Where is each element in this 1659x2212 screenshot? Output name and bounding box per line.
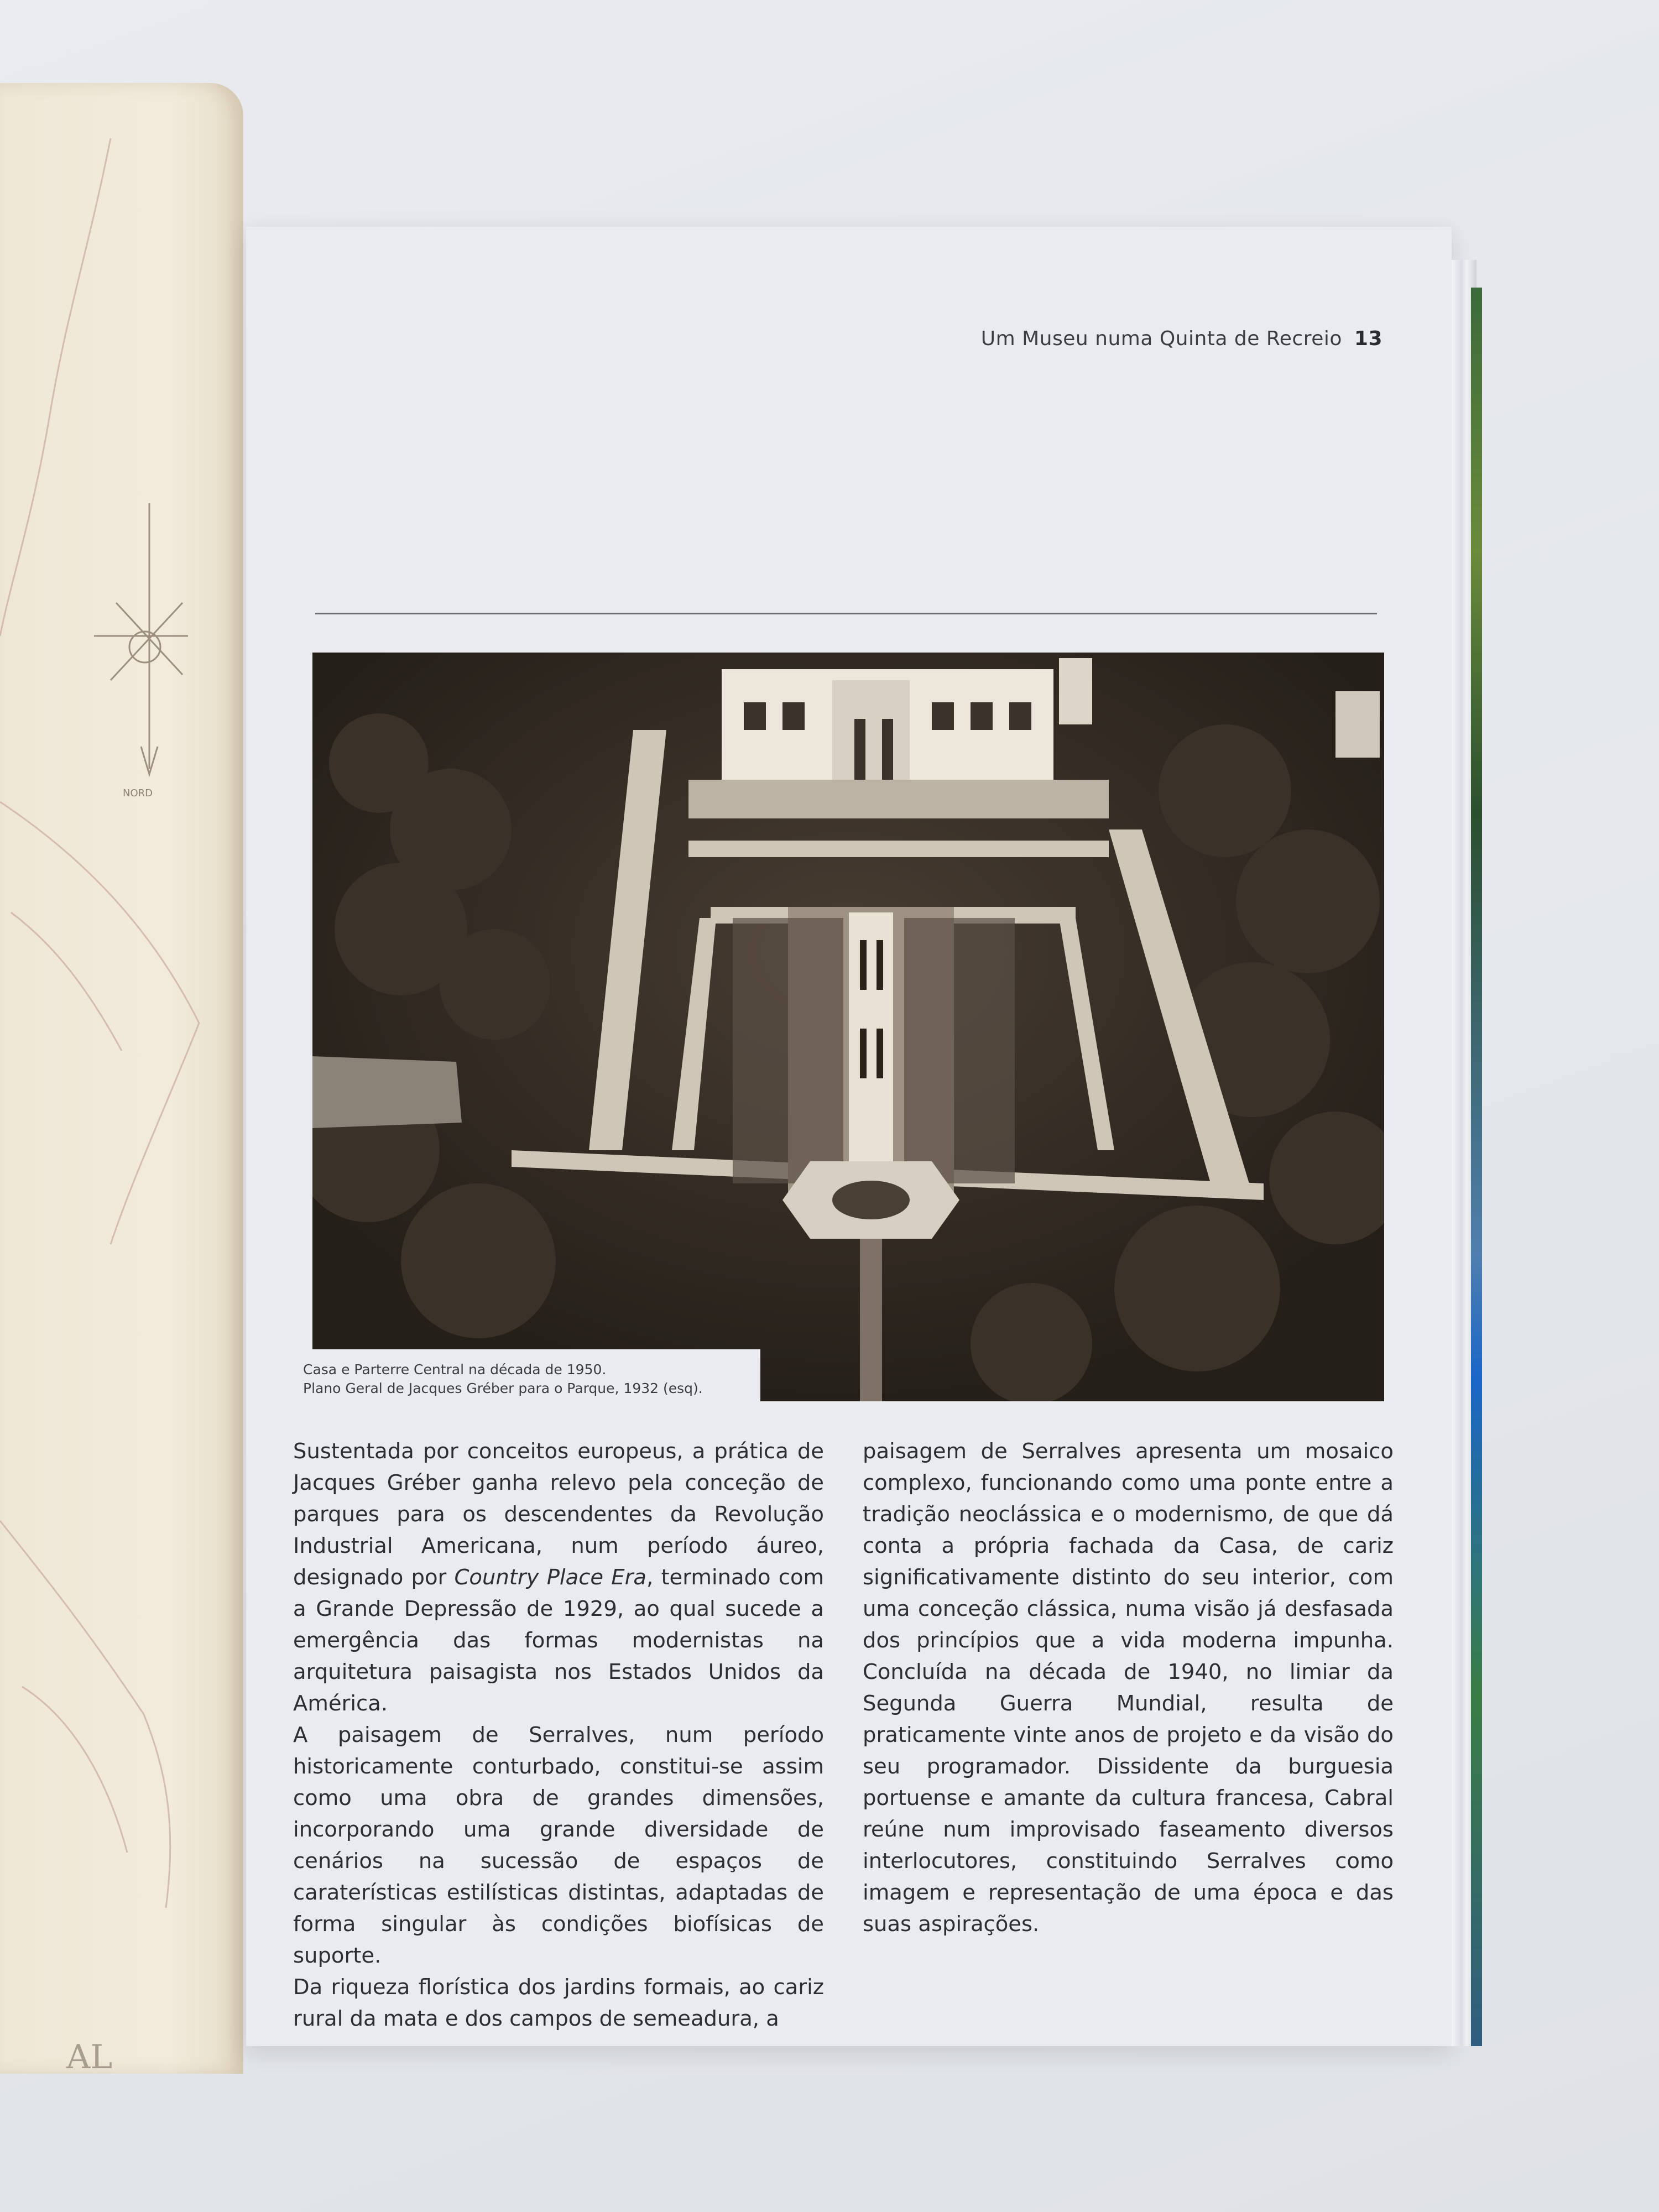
map-signature: AL [66, 2038, 113, 2074]
paragraph [293, 1436, 824, 1719]
caption-line-1: Casa e Parterre Central na década de 1950. [303, 1361, 607, 1378]
paragraph: A paisagem de Serralves, num período historicamente conturbado, constitui-se assim como uma obra de grandes dimensões, incorporando uma grande diversidade de cenários na sucessão de espaços de caraterísticas estilísticas distintas, adaptadas de forma singular às condições biofísicas de suporte. [293, 1723, 824, 1968]
caption-line-2: Plano Geral de Jacques Gréber para o Parque, 1932 (esq). [303, 1380, 703, 1396]
text-run: Sustentada por conceitos europeus, a prática de Jacques Gréber ganha relevo pela conceção de parques para os descendentes da Revolução Industrial Americana, num período áureo, designado por [293, 1439, 824, 1590]
left-page-map [0, 83, 243, 2074]
page-number: 13 [1354, 327, 1383, 350]
aerial-photograph [312, 653, 1384, 1401]
header-rule [315, 613, 1377, 614]
photo-caption [303, 1360, 757, 1398]
paragraph: Da riqueza florística dos jardins formais, ao cariz rural da mata e dos campos de semeadura, a [293, 1975, 824, 2031]
compass-north-label: NORD [123, 787, 153, 799]
running-head-title: Um Museu numa Quinta de Recreio [980, 327, 1342, 350]
text-run: , terminado com a Grande Depressão de 1929, ao qual sucede a emergência das formas modernistas na arquitetura paisagista nos Estados Unidos da América. [293, 1565, 825, 1716]
body-column-left [293, 1436, 824, 2034]
italic-term: Country Place Era [454, 1565, 647, 1590]
map-drawing [0, 83, 243, 2074]
running-head [940, 327, 1383, 350]
cover-edge [1471, 288, 1482, 2046]
paragraph: paisagem de Serralves apresenta um mosaico complexo, funcionando como uma ponte entre a tradição neoclássica e o modernismo, de que dá conta a própria fachada da Casa, de cariz significativamente distinto do seu interior, com uma conceção clássica, numa visão já desfasada dos princípios que a vida moderna impunha. Concluída na década de 1940, no limiar da Segunda Guerra Mundial, resulta de praticamente vinte anos de projeto e da visão do seu programador. Dissidente da burguesia portuense e amante da cultura francesa, Cabral reúne num improvisado faseamento diversos interlocutores, constituindo Serralves como imagem e representação de uma época e das suas aspirações. [863, 1439, 1394, 1937]
photo-illustration [312, 653, 1384, 1401]
body-column-right [863, 1436, 1394, 1940]
